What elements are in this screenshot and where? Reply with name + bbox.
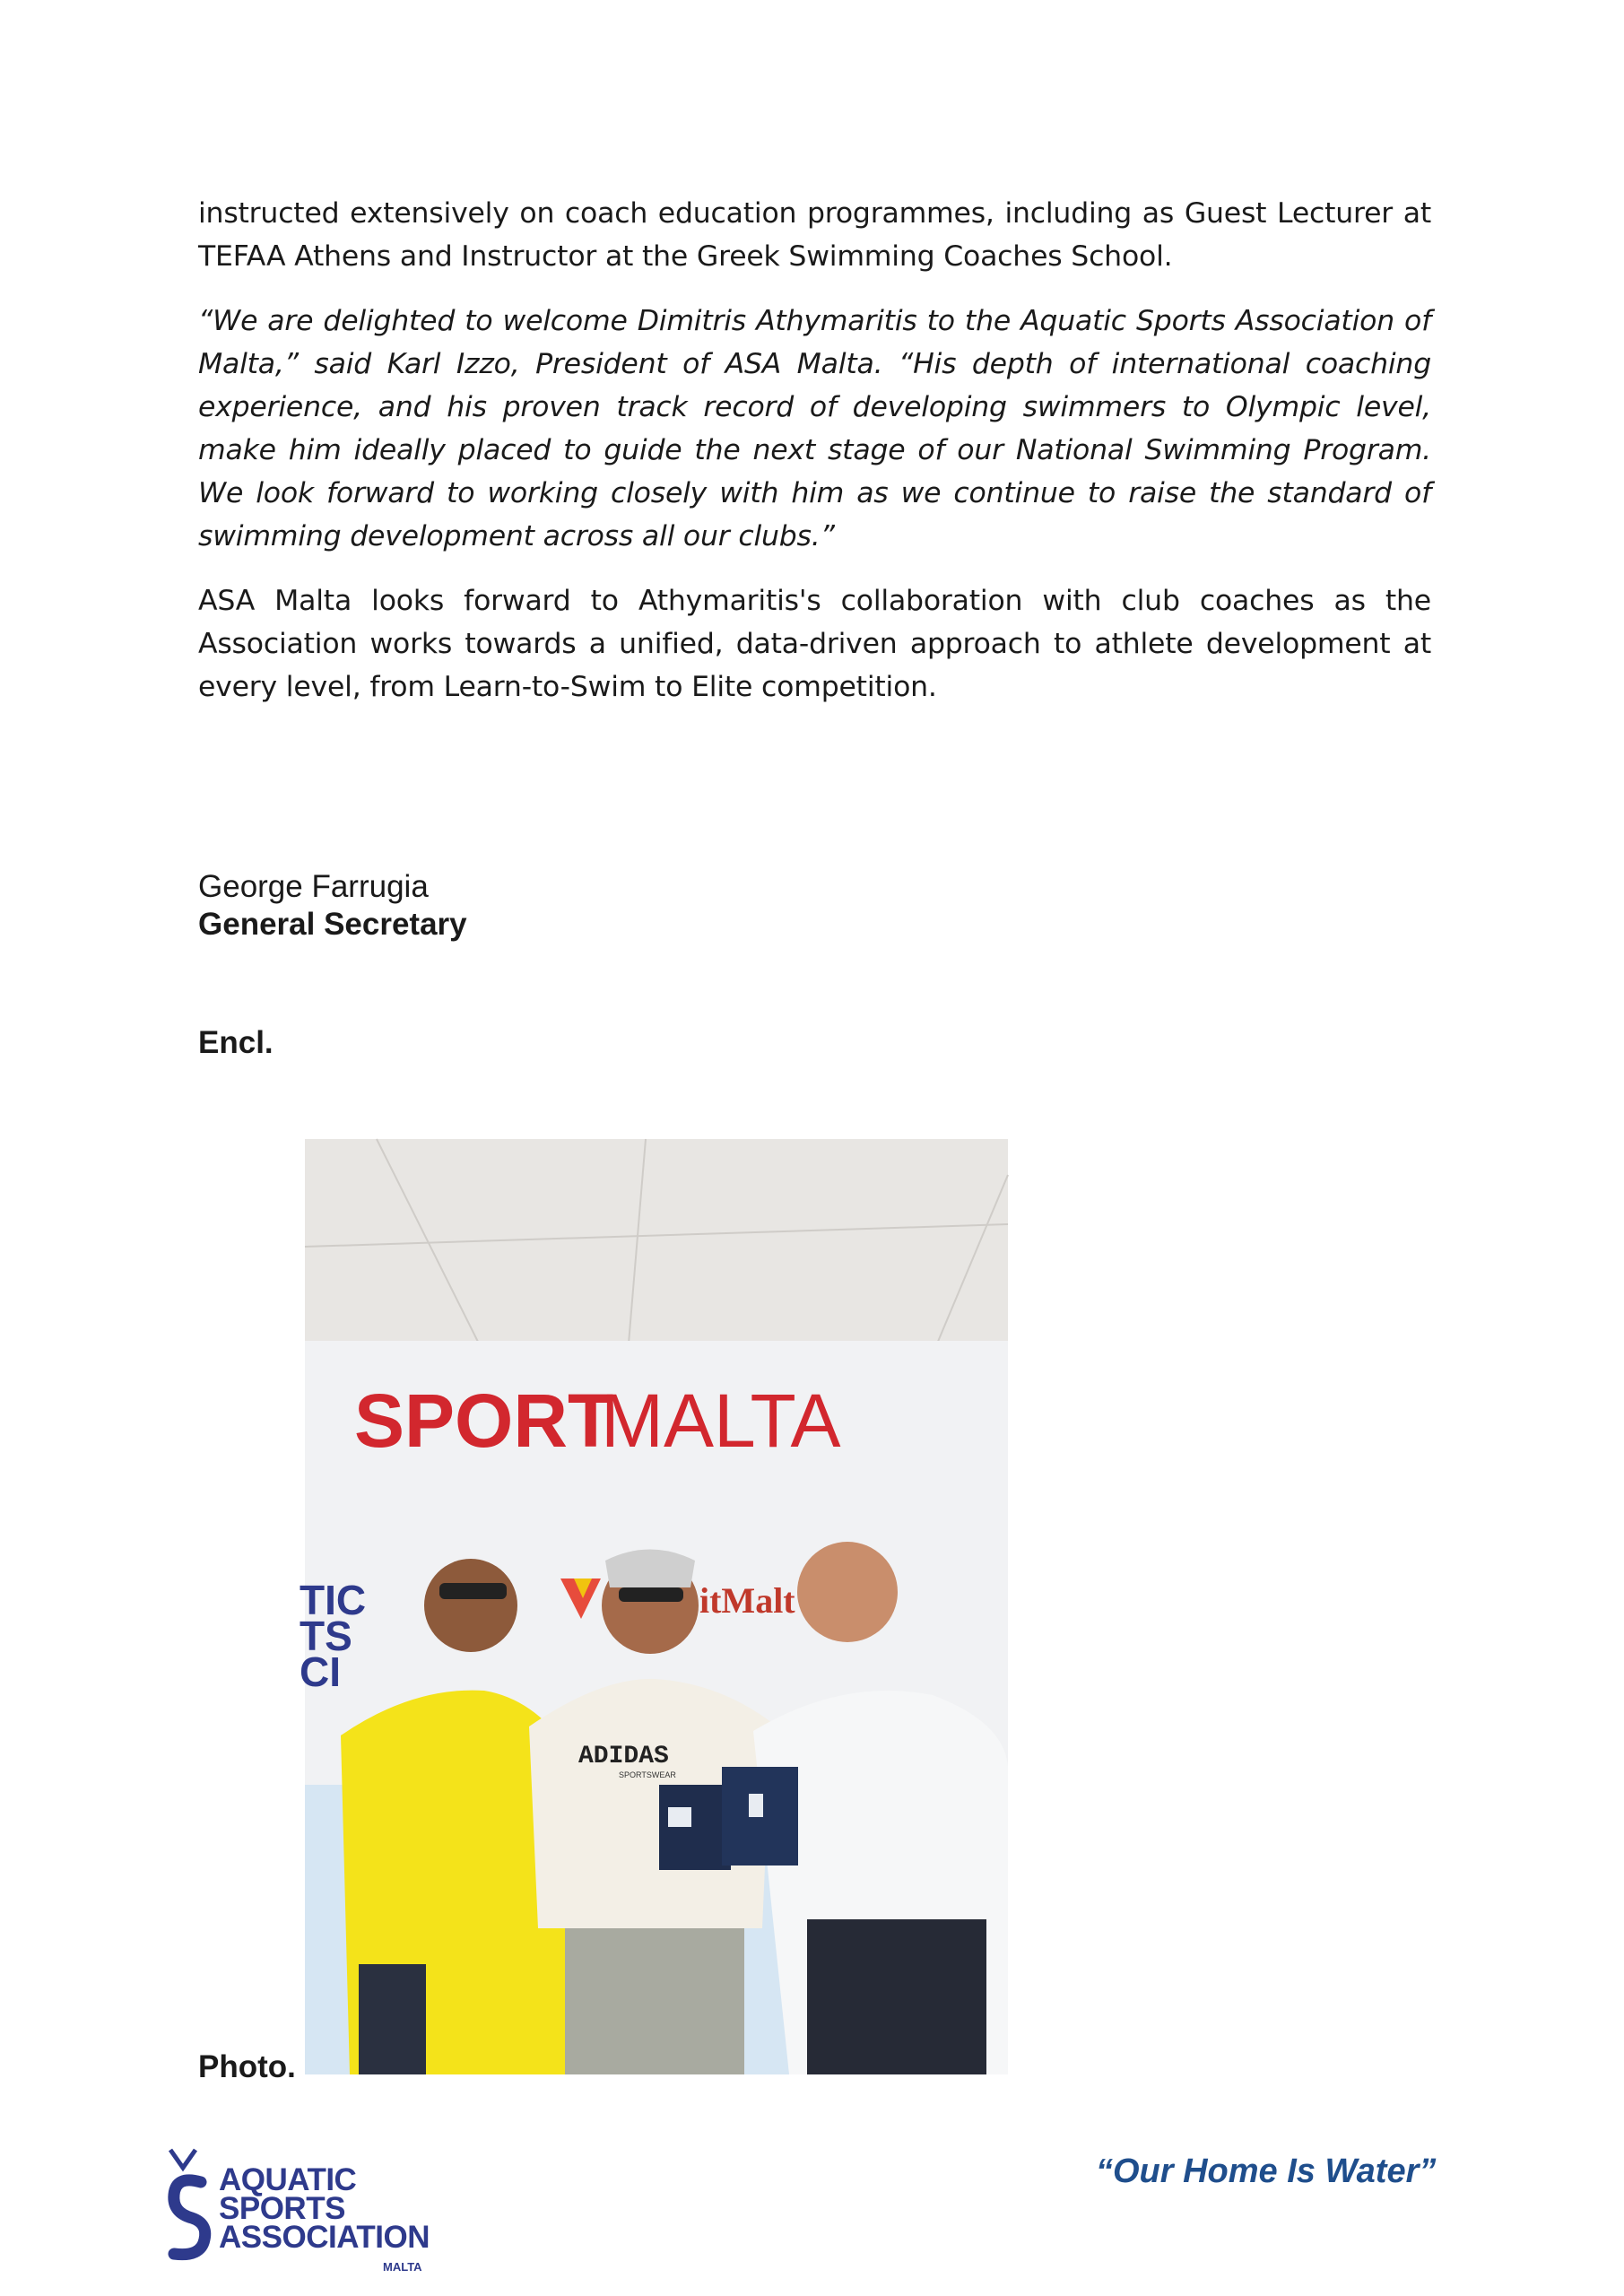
banner-malta-text: MALTA: [601, 1378, 841, 1463]
sponsor-text: itMalt: [699, 1580, 795, 1621]
shirt-subtext: SPORTSWEAR: [619, 1770, 676, 1779]
body-paragraph: instructed extensively on coach education programmes, including as Guest Lecturer at TEFAA Athens and Instructor at the Greek Swimming Coaches School.: [198, 197, 1431, 273]
logo-subtext: MALTA: [383, 2260, 422, 2274]
wall-text: CI: [300, 1648, 341, 1695]
wall-text: TS: [300, 1613, 352, 1659]
letter-body: [198, 192, 1431, 730]
wall-text: TIC: [300, 1577, 367, 1623]
shirt-text: ADIDAS: [578, 1743, 669, 1770]
banner-sport-text: SPORT: [354, 1378, 614, 1463]
signatory-name: George Farrugia: [198, 869, 429, 904]
asa-logo: [161, 2139, 457, 2287]
enclosure-label: Encl.: [198, 1025, 274, 1060]
signatory-title: General Secretary: [198, 907, 467, 942]
motto: “Our Home Is Water”: [1096, 2152, 1437, 2190]
enclosed-photo: [300, 1139, 1008, 2074]
quote-paragraph: “We are delighted to welcome Dimitris Athymaritis to the Aquatic Sports Association of Malta,” said Karl Izzo, President of ASA Malta. “His depth of international coaching experience, and his proven track record of developing swimmers to Olympic level, make him ideally placed to guide the next stage of our National Swimming Program. We look forward to working closely with him as we continue to raise the standard of swimming development across all our clubs.”: [198, 305, 1431, 552]
logo-text: SPORTS: [219, 2191, 345, 2226]
logo-text: ASSOCIATION: [219, 2220, 430, 2255]
photo-label: Photo.: [198, 2049, 296, 2084]
body-paragraph: ASA Malta looks forward to Athymaritis's collaboration with club coaches as the Association works towards a unified, data-driven approach to athlete development at every level, from Learn-to-Swim to Elite competition.: [198, 585, 1431, 703]
swimmer-logo-icon: [161, 2139, 215, 2287]
logo-text: AQUATIC: [219, 2162, 357, 2197]
